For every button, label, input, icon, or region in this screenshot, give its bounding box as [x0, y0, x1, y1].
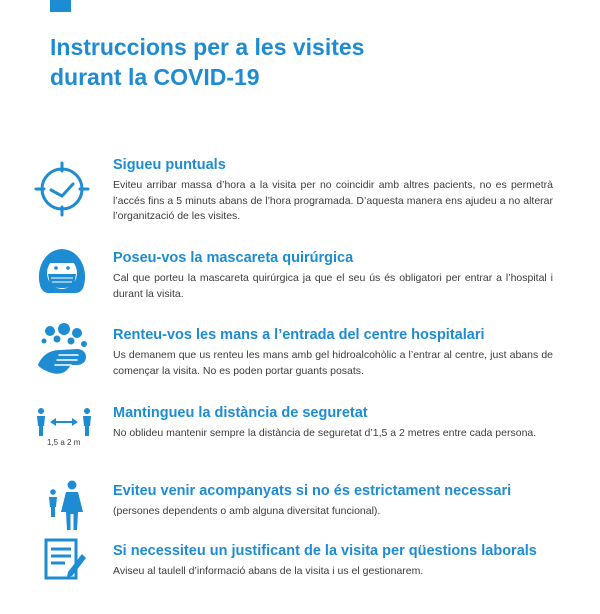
distance-icon-label: 1,5 a 2 m [47, 438, 81, 447]
instruction-heading: Si necessiteu un justificant de la visita per qüestions laborals [113, 543, 537, 559]
hand-washing-icon [33, 322, 91, 380]
companion-icon [33, 476, 91, 534]
instruction-text: Us demanem que us renteu les mans amb gel hidroalcohòlic a l’entrar al centre, just abans de començar la visita. No es poden portar guants posats. [113, 349, 553, 377]
instruction-heading: Sigueu puntuals [113, 157, 226, 173]
instruction-heading: Eviteu venir acompanyats si no és estrictament necessari [113, 483, 512, 499]
social-distance-icon [33, 406, 95, 464]
instruction-heading: Renteu-vos les mans a l’entrada del centre hospitalari [113, 327, 485, 343]
page-title-line-2: durant la COVID-19 [50, 64, 260, 90]
instruction-text: Eviteu arribar massa d’hora a la visita per no coincidir amb altres pacients, no es permetrà l’accés fins a 5 minuts abans de l’hora programada. D’aquesta manera ens ajudeu a no alterar l’organització de les visites. [113, 179, 553, 222]
page-title [50, 32, 364, 92]
instruction-text: No oblideu mantenir sempre la distància de seguretat d’1,5 a 2 metres entre cada persona. [113, 427, 537, 439]
instruction-heading: Mantingueu la distància de seguretat [113, 405, 368, 421]
instruction-heading: Poseu-vos la mascareta quirúrgica [113, 250, 354, 266]
document-icon [33, 536, 91, 594]
surgical-mask-icon [33, 241, 91, 299]
instruction-text: (persones dependents o amb alguna diversitat funcional). [113, 505, 381, 517]
clock-icon [33, 160, 91, 218]
accent-bar [50, 0, 71, 12]
instruction-text: Cal que porteu la mascareta quirúrgica ja que el seu ús és obligatori per entrar a l’hospital i durant la visita. [113, 272, 553, 300]
instruction-text: Aviseu al taulell d’informació abans de la visita i us el gestionarem. [113, 565, 424, 577]
page-title-line-1: Instruccions per a les visites [50, 34, 365, 60]
